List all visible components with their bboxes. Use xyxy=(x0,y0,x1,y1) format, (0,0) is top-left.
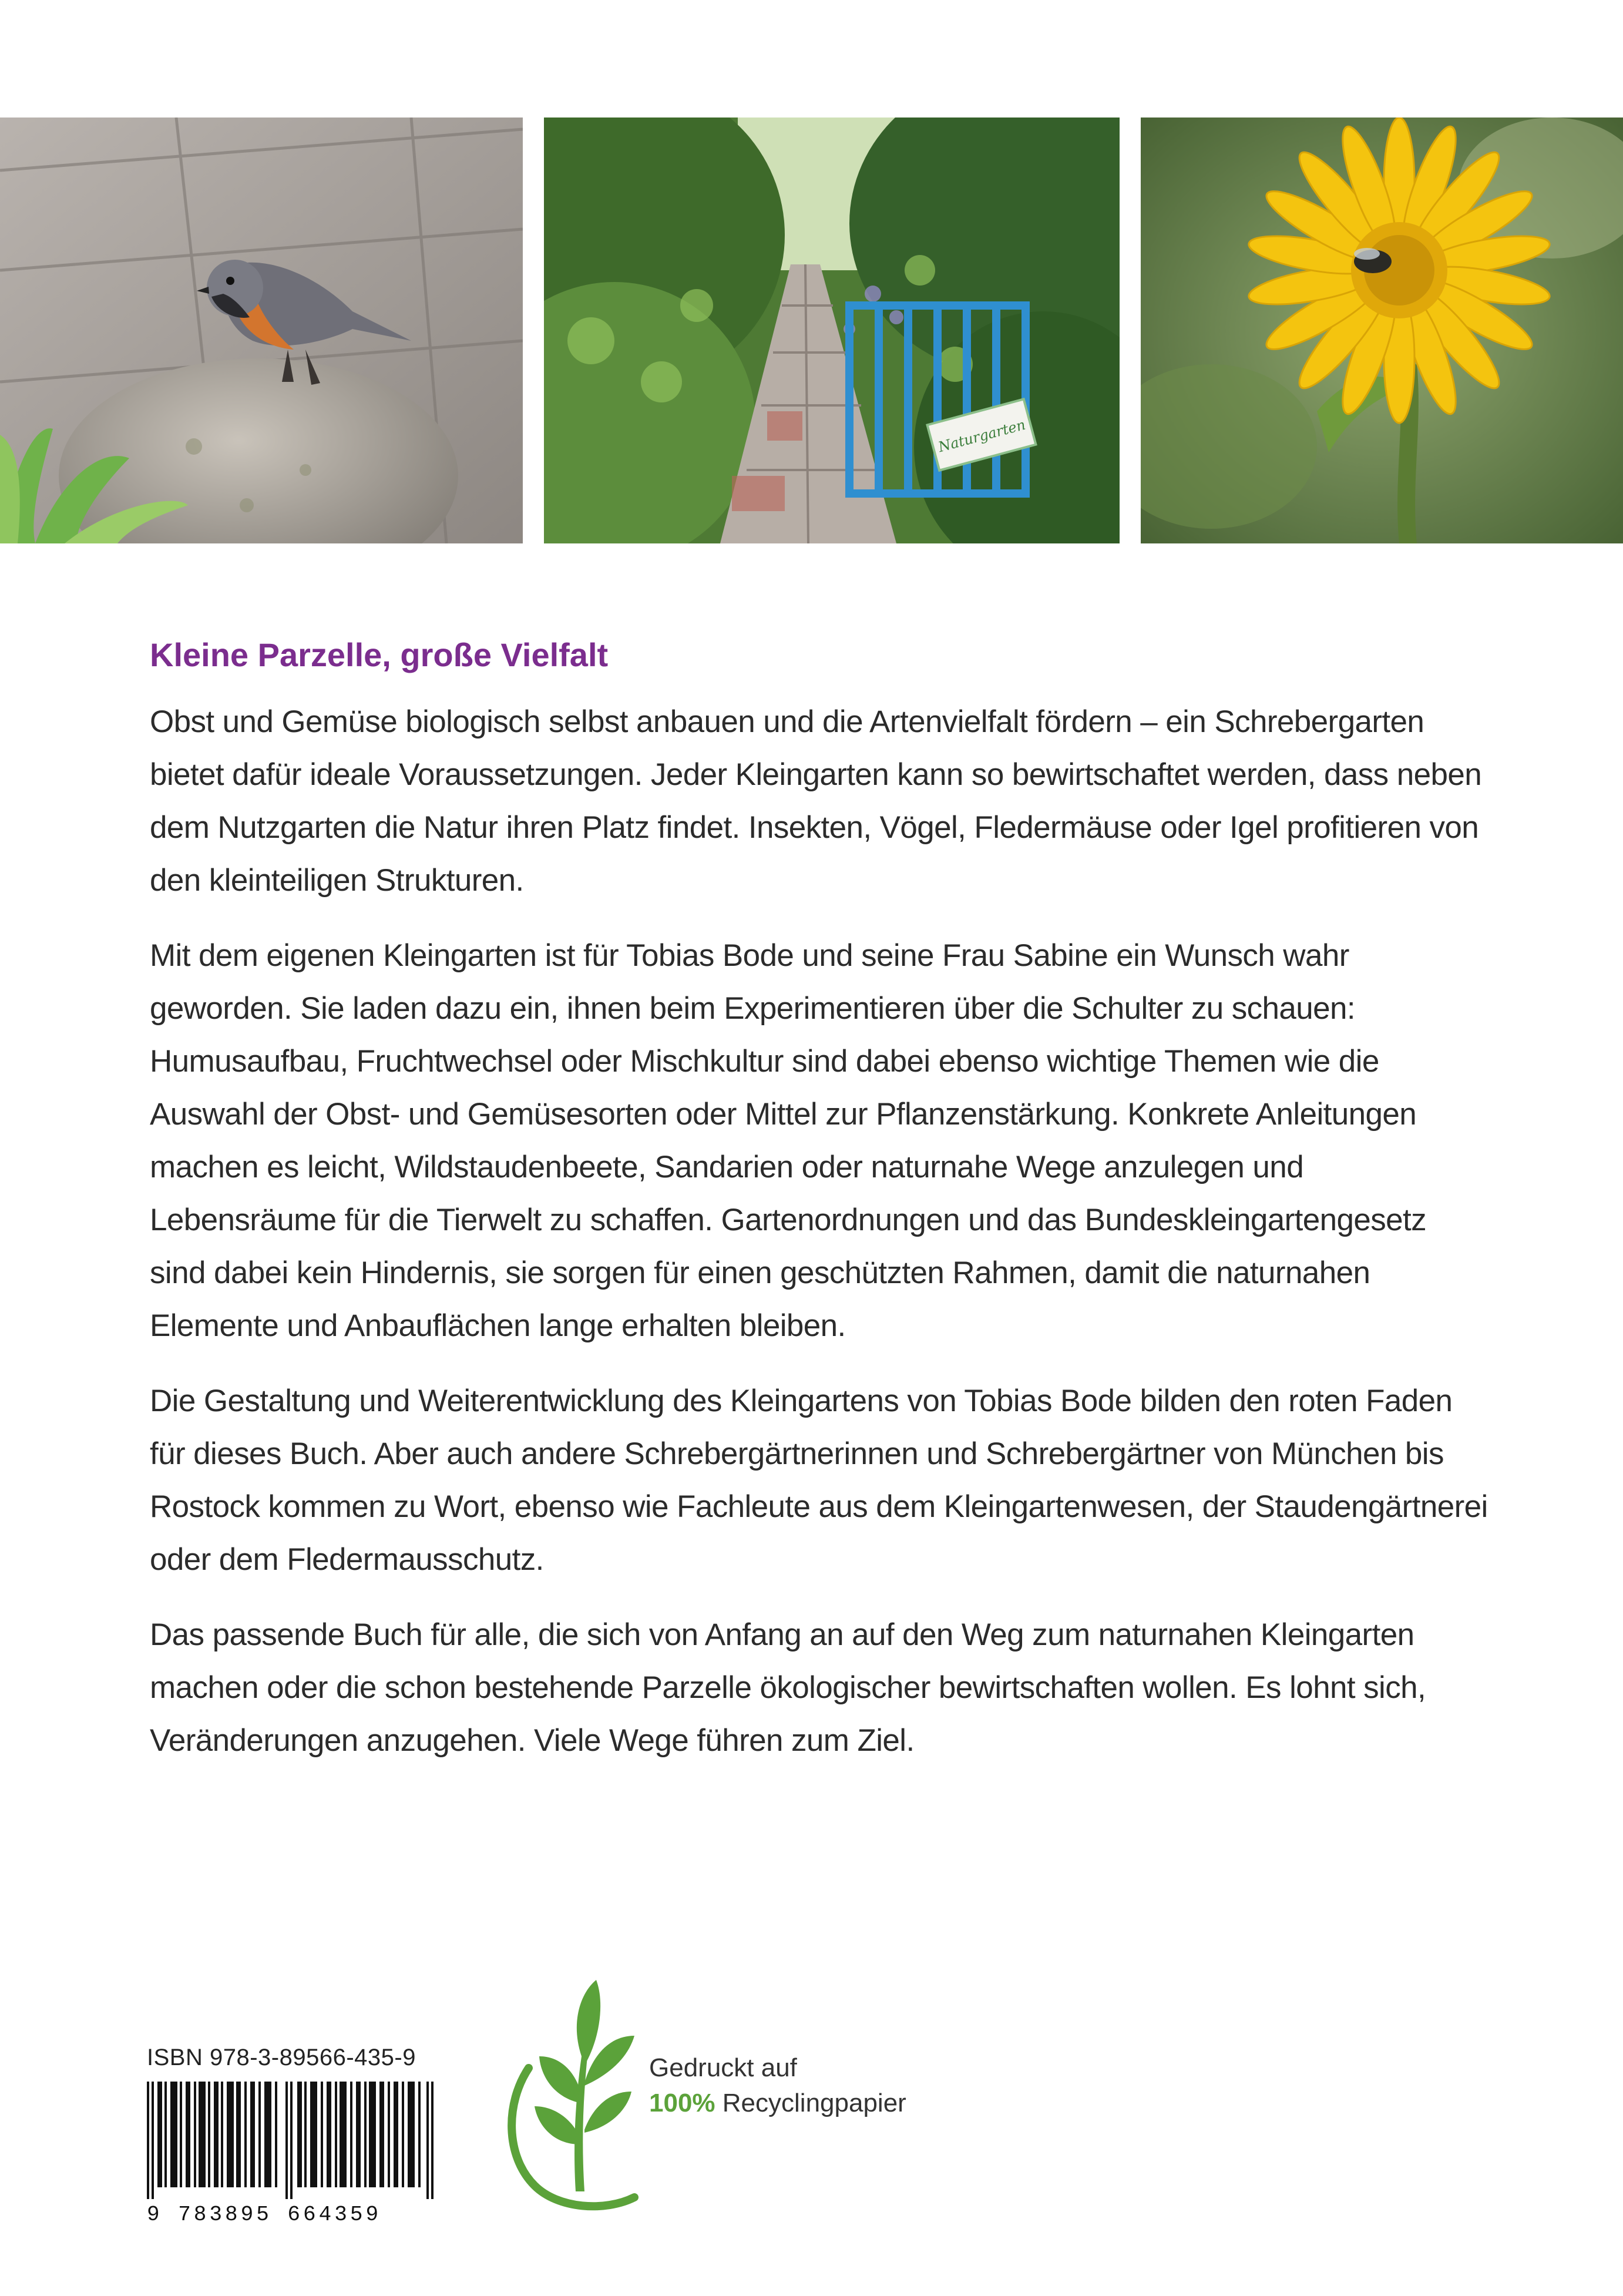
barcode-digits: 9 783895 664359 xyxy=(147,2203,382,2227)
blurb-paragraph-3: Die Gestaltung und Weiterentwicklung des Kleingartens von Tobias Bode bilden den roten Faden für dieses Buch. Aber auch andere Schrebergärtnerinnen und Schrebergärtner von München bis Rostock kommen zu Wort, ebenso wie Fachleute aus dem Kleingartenwesen, der Staudengärtnerei oder dem Fledermausschutz. xyxy=(150,1384,1488,1577)
blurb-text-block xyxy=(150,635,1489,1790)
eco-print-notice xyxy=(493,1968,1022,2215)
isbn-block xyxy=(147,2045,441,2227)
blurb-heading: Kleine Parzelle, große Vielfalt xyxy=(150,636,609,673)
sign-label: Naturgarten xyxy=(936,416,1027,456)
plant-sprout-icon xyxy=(493,1968,670,2215)
blurb-paragraph-1: Obst und Gemüse biologisch selbst anbauen und die Artenvielfalt fördern – ein Schrebergarten bietet dafür ideale Voraussetzungen. Jeder Kleingarten kann so bewirtschaftet werden, dass neben dem Nutzgarten die Natur ihren Platz findet. Insekten, Vögel, Fledermäuse oder Igel profitieren von den kleinteiligen Strukturen. xyxy=(150,704,1482,898)
eco-percent: 100% xyxy=(649,2089,715,2117)
photo-yellow-flower xyxy=(1141,118,1623,543)
photo-strip xyxy=(0,118,1623,543)
barcode xyxy=(147,2082,435,2199)
eco-line-2-rest: Recyclingpapier xyxy=(715,2089,906,2117)
photo-redstart-bird xyxy=(0,118,523,543)
eco-line-2 xyxy=(649,2086,906,2121)
photo-garden-path xyxy=(544,118,1120,543)
eco-line-1: Gedruckt auf xyxy=(649,2053,797,2082)
blurb-paragraph-4: Das passende Buch für alle, die sich von Anfang an auf den Weg zum naturnahen Kleingarten machen oder die schon bestehende Parzelle ökologischer bewirtschaften wollen. Es lohnt sich, Veränderungen anzugehen. Viele Wege führen zum Ziel. xyxy=(150,1617,1426,1758)
eco-text xyxy=(649,2050,906,2121)
blurb-paragraph-2: Mit dem eigenen Kleingarten ist für Tobias Bode und seine Frau Sabine ein Wunsch wahr geworden. Sie laden dazu ein, ihnen beim Experimentieren über die Schulter zu schauen: Humusaufbau, Fruchtwechsel oder Mischkultur sind dabei ebenso wichtige Themen wie die Auswahl der Obst- und Gemüsesorten oder Mittel zur Pflanzenstärkung. Konkrete Anleitungen machen es leicht, Wildstaudenbeete, Sandarien oder naturnahe Wege anzulegen und Lebensräume für die Tierwelt zu schaffen. Gartenordnungen und das Bundeskleingartengesetz sind dabei kein Hindernis, sie sorgen für einen geschützten Rahmen, damit die naturnahen Elemente und Anbauflächen lange erhalten bleiben. xyxy=(150,938,1427,1343)
isbn-label: ISBN 978-3-89566-435-9 xyxy=(147,2045,416,2070)
